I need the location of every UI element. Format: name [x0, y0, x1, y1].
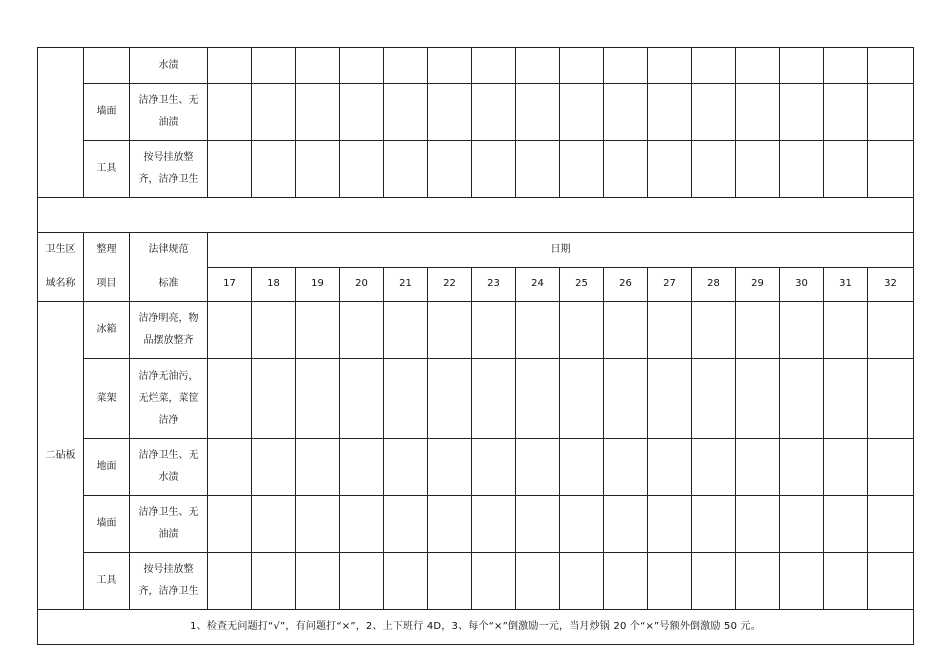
check-cell[interactable] [384, 439, 428, 496]
check-cell[interactable] [868, 439, 914, 496]
standard-cell [130, 302, 208, 359]
item-header [84, 233, 130, 302]
standard-line: 按号挂放整 [143, 564, 194, 575]
check-cell[interactable] [296, 439, 340, 496]
check-cell[interactable] [692, 141, 736, 198]
check-cell[interactable] [692, 48, 736, 84]
check-cell[interactable] [516, 302, 560, 359]
check-cell[interactable] [472, 302, 516, 359]
check-cell[interactable] [428, 84, 472, 141]
check-cell[interactable] [428, 302, 472, 359]
footer-note: 1、检查无问题打“√”，有问题打“×”，2、上下班行 4D，3、每个“×”倒激励一元，当月炒锅 20 个“×”号额外倒激励 50 元。 [38, 610, 914, 645]
check-cell[interactable] [868, 359, 914, 439]
standard-line: 洁净明亮，物 [138, 313, 199, 324]
item-cell: 墙面 [84, 84, 130, 141]
check-cell[interactable] [428, 141, 472, 198]
day-header: 23 [472, 267, 516, 302]
check-cell[interactable] [516, 553, 560, 610]
check-cell[interactable] [560, 302, 604, 359]
standard-line: 洁净卫生、无 [138, 95, 199, 106]
check-cell[interactable] [780, 48, 824, 84]
table-row [38, 439, 914, 496]
check-cell[interactable] [868, 84, 914, 141]
standard-line: 齐，洁净卫生 [138, 586, 199, 597]
spacer-cell [38, 198, 914, 233]
check-cell[interactable] [560, 141, 604, 198]
check-cell[interactable] [648, 359, 692, 439]
check-cell[interactable] [604, 84, 648, 141]
spacer-row [38, 198, 914, 233]
check-cell[interactable] [340, 141, 384, 198]
item-cell [84, 48, 130, 84]
standard-cell [130, 439, 208, 496]
check-cell[interactable] [824, 302, 868, 359]
day-header: 22 [428, 267, 472, 302]
check-cell[interactable] [736, 496, 780, 553]
check-cell[interactable] [560, 48, 604, 84]
check-cell[interactable] [252, 439, 296, 496]
check-cell[interactable] [604, 439, 648, 496]
check-cell[interactable] [296, 359, 340, 439]
check-cell[interactable] [252, 496, 296, 553]
check-cell[interactable] [824, 553, 868, 610]
check-cell[interactable] [208, 439, 252, 496]
check-cell[interactable] [340, 439, 384, 496]
check-cell[interactable] [604, 553, 648, 610]
check-cell[interactable] [780, 141, 824, 198]
check-cell[interactable] [648, 302, 692, 359]
check-cell[interactable] [384, 141, 428, 198]
check-cell[interactable] [516, 141, 560, 198]
check-cell[interactable] [384, 48, 428, 84]
item-cell: 工具 [84, 553, 130, 610]
check-cell[interactable] [560, 496, 604, 553]
item-cell: 冰箱 [84, 302, 130, 359]
standard-line: 洁净卫生、无 [138, 507, 199, 518]
check-cell[interactable] [648, 553, 692, 610]
check-cell[interactable] [252, 48, 296, 84]
day-header: 25 [560, 267, 604, 302]
check-cell[interactable] [428, 496, 472, 553]
check-cell[interactable] [604, 496, 648, 553]
check-cell[interactable] [428, 439, 472, 496]
check-cell[interactable] [516, 359, 560, 439]
check-cell[interactable] [604, 141, 648, 198]
check-cell[interactable] [736, 141, 780, 198]
standard-header-line: 法律规范 [148, 244, 189, 255]
area-name-header [38, 233, 84, 302]
check-cell[interactable] [824, 84, 868, 141]
check-cell[interactable] [516, 496, 560, 553]
area-name-line: 域名称 [45, 278, 76, 289]
check-cell[interactable] [472, 48, 516, 84]
check-cell[interactable] [296, 48, 340, 84]
check-cell[interactable] [384, 553, 428, 610]
area-cell [38, 48, 84, 198]
check-cell[interactable] [428, 553, 472, 610]
day-header: 27 [648, 267, 692, 302]
check-cell[interactable] [472, 553, 516, 610]
check-cell[interactable] [472, 359, 516, 439]
check-cell[interactable] [340, 84, 384, 141]
check-cell[interactable] [604, 302, 648, 359]
check-cell[interactable] [780, 496, 824, 553]
item-cell: 工具 [84, 141, 130, 198]
check-cell[interactable] [296, 141, 340, 198]
check-cell[interactable] [824, 359, 868, 439]
check-cell[interactable] [692, 439, 736, 496]
check-cell[interactable] [692, 359, 736, 439]
item-header-line: 项目 [96, 278, 117, 289]
check-cell[interactable] [296, 84, 340, 141]
check-cell[interactable] [824, 141, 868, 198]
date-header: 日期 [208, 233, 914, 268]
note-row [38, 610, 914, 645]
check-cell[interactable] [648, 439, 692, 496]
area-cell: 二砧板 [38, 302, 84, 610]
check-cell[interactable] [208, 48, 252, 84]
check-cell[interactable] [340, 48, 384, 84]
check-cell[interactable] [208, 553, 252, 610]
standard-line: 洁净卫生、无 [138, 450, 199, 461]
check-cell[interactable] [208, 359, 252, 439]
day-header: 19 [296, 267, 340, 302]
area-name-line: 卫生区 [45, 244, 76, 255]
day-header: 29 [736, 267, 780, 302]
check-cell[interactable] [516, 439, 560, 496]
check-cell[interactable] [516, 48, 560, 84]
standard-cell [130, 496, 208, 553]
check-cell[interactable] [384, 359, 428, 439]
check-cell[interactable] [736, 439, 780, 496]
check-cell[interactable] [780, 359, 824, 439]
standard-cell [130, 359, 208, 439]
header-row [38, 233, 914, 268]
check-cell[interactable] [428, 48, 472, 84]
check-cell[interactable] [252, 84, 296, 141]
check-cell[interactable] [384, 496, 428, 553]
table-row [38, 359, 914, 439]
check-cell[interactable] [868, 553, 914, 610]
check-cell[interactable] [868, 141, 914, 198]
check-cell[interactable] [648, 84, 692, 141]
standard-cell [130, 141, 208, 198]
day-header: 30 [780, 267, 824, 302]
item-header-line: 整理 [96, 244, 117, 255]
check-cell[interactable] [780, 84, 824, 141]
check-cell[interactable] [824, 48, 868, 84]
check-cell[interactable] [692, 496, 736, 553]
check-cell[interactable] [208, 141, 252, 198]
day-header: 24 [516, 267, 560, 302]
check-cell[interactable] [868, 302, 914, 359]
check-cell[interactable] [252, 302, 296, 359]
check-cell[interactable] [736, 48, 780, 84]
check-cell[interactable] [428, 359, 472, 439]
check-cell[interactable] [736, 84, 780, 141]
check-cell[interactable] [384, 84, 428, 141]
standard-line: 齐，洁净卫生 [138, 174, 199, 185]
item-cell: 菜架 [84, 359, 130, 439]
standard-line: 洁净 [158, 414, 179, 426]
day-header: 32 [868, 267, 914, 302]
check-cell[interactable] [340, 359, 384, 439]
check-cell[interactable] [604, 359, 648, 439]
inspection-table [37, 47, 914, 645]
check-cell[interactable] [824, 496, 868, 553]
day-header: 18 [252, 267, 296, 302]
day-header: 28 [692, 267, 736, 302]
item-cell: 地面 [84, 439, 130, 496]
table-row [38, 141, 914, 198]
table-row [38, 48, 914, 84]
table-row [38, 84, 914, 141]
check-cell[interactable] [296, 553, 340, 610]
day-header: 31 [824, 267, 868, 302]
check-cell[interactable] [604, 48, 648, 84]
check-cell[interactable] [208, 302, 252, 359]
check-cell[interactable] [868, 48, 914, 84]
standard-line: 油渍 [158, 529, 179, 540]
check-cell[interactable] [692, 302, 736, 359]
standard-line: 按号挂放整 [143, 152, 194, 163]
check-cell[interactable] [736, 553, 780, 610]
check-cell[interactable] [472, 496, 516, 553]
day-header: 17 [208, 267, 252, 302]
check-cell[interactable] [560, 359, 604, 439]
check-cell[interactable] [780, 439, 824, 496]
check-cell[interactable] [560, 84, 604, 141]
check-cell[interactable] [824, 439, 868, 496]
item-cell: 墙面 [84, 496, 130, 553]
day-header: 26 [604, 267, 648, 302]
check-cell[interactable] [780, 302, 824, 359]
check-cell[interactable] [780, 553, 824, 610]
standard-cell [130, 553, 208, 610]
standard-cell [130, 84, 208, 141]
check-cell[interactable] [252, 553, 296, 610]
check-cell[interactable] [340, 496, 384, 553]
check-cell[interactable] [516, 84, 560, 141]
standard-cell [130, 48, 208, 84]
check-cell[interactable] [648, 141, 692, 198]
check-cell[interactable] [736, 359, 780, 439]
check-cell[interactable] [296, 496, 340, 553]
check-cell[interactable] [208, 84, 252, 141]
check-cell[interactable] [472, 141, 516, 198]
check-cell[interactable] [648, 48, 692, 84]
table-row [38, 553, 914, 610]
check-cell[interactable] [208, 496, 252, 553]
standard-header-line: 标准 [158, 278, 179, 289]
standard-line: 无烂菜，菜筐 [138, 392, 199, 404]
check-cell[interactable] [340, 302, 384, 359]
table-row [38, 496, 914, 553]
table-row [38, 302, 914, 359]
day-header: 21 [384, 267, 428, 302]
check-cell[interactable] [560, 439, 604, 496]
standard-line: 水渍 [158, 59, 179, 71]
standard-line: 洁净无油污， [138, 370, 199, 382]
standard-header [130, 233, 208, 302]
check-cell[interactable] [296, 302, 340, 359]
check-cell[interactable] [252, 359, 296, 439]
check-cell[interactable] [472, 84, 516, 141]
check-cell[interactable] [868, 496, 914, 553]
check-cell[interactable] [648, 496, 692, 553]
standard-line: 品摆放整齐 [143, 335, 194, 346]
standard-line: 水渍 [158, 472, 179, 483]
day-header: 20 [340, 267, 384, 302]
check-cell[interactable] [560, 553, 604, 610]
check-cell[interactable] [472, 439, 516, 496]
check-cell[interactable] [252, 141, 296, 198]
check-cell[interactable] [736, 302, 780, 359]
check-cell[interactable] [692, 84, 736, 141]
check-cell[interactable] [692, 553, 736, 610]
check-cell[interactable] [384, 302, 428, 359]
check-cell[interactable] [340, 553, 384, 610]
standard-line: 油渍 [158, 117, 179, 128]
